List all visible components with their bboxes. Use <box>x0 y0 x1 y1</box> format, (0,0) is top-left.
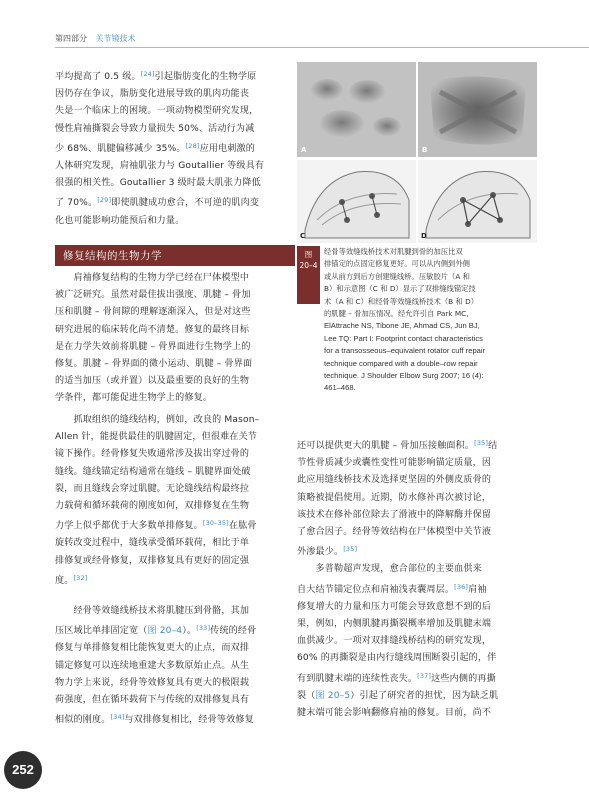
reference-marker: [30–35] <box>202 519 229 528</box>
text-run: 被广泛研究。虽然对最佳拔出强度、肌腱 – 骨加 <box>55 290 251 301</box>
text-line <box>55 103 264 120</box>
text-run: 是在力学失效前将肌腱 – 骨界面进行生物学上的 <box>55 341 251 352</box>
text-line <box>55 515 259 535</box>
caption-citation-run: ElAttrache NS, Tibone JE, Ahmad CS, Jun BJ, <box>324 321 480 331</box>
text-run: 自大结节锚定位点和肩袖浅表囊周层。 <box>297 584 455 595</box>
text-line <box>55 620 256 640</box>
text-run: 经骨等效缝线桥技术对肌腱到骨的加压比双 <box>324 247 463 256</box>
text-run: 因仍存在争议，脂肪变化进展导致的肌肉功能丧 <box>55 89 250 100</box>
text-run: ）引起了研究者的担忧，因为缺乏肌 <box>350 690 499 701</box>
text-line <box>55 390 252 407</box>
text-run: 即使肌腱成功愈合，不可逆的肌肉变 <box>111 198 260 209</box>
text-run: 压和肌腱 – 骨间隙的理解逐渐深入，但是对这些 <box>55 307 251 318</box>
text-line <box>55 553 259 570</box>
reference-marker: [33] <box>196 624 211 633</box>
text-run: 失是一个临床上的困境。一项动物模型研究发现， <box>55 106 259 117</box>
figure-reference: 图 20–4 <box>147 626 183 637</box>
panel-label-b: B <box>422 146 428 154</box>
text-line <box>324 283 524 295</box>
text-line <box>55 692 256 709</box>
text-line <box>324 345 524 357</box>
text-line <box>297 524 498 541</box>
reference-marker: [28] <box>185 141 200 150</box>
text-line <box>55 640 256 657</box>
text-line <box>297 490 498 507</box>
text-run: 荷强度，但在循环载荷下与传统的双排修复具有 <box>55 695 250 706</box>
schematic-d-suture-bridge-image <box>418 160 537 243</box>
text-line <box>55 175 264 192</box>
text-run: 抓取组织的缝线结构，例如，改良的 Mason– <box>55 415 260 425</box>
text-run: 修复。肌腱 – 骨界面的微小运动、肌腱 – 骨界面 <box>55 359 253 370</box>
caption-citation-run: 461–468. <box>324 383 356 393</box>
text-run: 研究进展的临床转化尚不清楚。修复的最终目标 <box>55 324 250 335</box>
text-run: 的适当加压（或并置）以及最重要的良好的生物 <box>55 376 250 387</box>
text-line <box>297 688 498 705</box>
text-run: 有到肌腱末端的连续性丧失。 <box>297 673 418 684</box>
text-line <box>55 535 259 552</box>
text-line <box>297 650 498 667</box>
text-run: 人体研究发现，肩袖肌张力与 Goutallier 等级具有 <box>55 161 265 172</box>
reference-marker: [36] <box>454 582 469 591</box>
text-line <box>324 296 524 308</box>
header-section: 第四部分 <box>55 34 87 43</box>
text-line <box>55 373 252 390</box>
text-line <box>55 709 256 729</box>
text-line <box>55 138 264 158</box>
text-run: 少 68%、肌腱偏移减少 35%。 <box>55 143 186 154</box>
text-line <box>55 158 264 175</box>
text-line <box>297 455 498 472</box>
text-run: 压区域比单排固定宽（ <box>55 626 148 637</box>
caption-citation-run: Lee TQ: Part I: Footprint contact characteristics <box>324 333 483 343</box>
text-run: B）和示意图（C 和 D）显示了双排缝线锚定技 <box>324 284 476 294</box>
text-line <box>55 498 259 515</box>
panel-label-c: C <box>300 232 306 240</box>
reference-marker: [37] <box>417 671 432 680</box>
text-line <box>297 705 498 722</box>
text-run: 多普勒超声发现，愈合部位的主要血供来 <box>297 564 482 575</box>
panel-label-d: D <box>421 232 427 240</box>
text-line <box>297 599 498 616</box>
text-run: 应用电刺激的 <box>199 143 256 154</box>
header-text <box>55 33 136 44</box>
text-run: 60% 的再撕裂是由内行缝线周围断裂引起的，伴 <box>297 653 497 664</box>
text-line <box>55 481 259 498</box>
paragraph-column-two <box>297 435 498 722</box>
text-line <box>55 446 259 463</box>
text-run: 与双排修复相比，经骨等效修复 <box>124 715 254 726</box>
text-run: 腱末端可能会影响翻修肩袖的修复。目前，尚不 <box>297 708 492 719</box>
pressure-film-b-image <box>418 62 537 157</box>
text-run: 经骨等效缝线桥技术将肌腱压到骨骼，其加 <box>55 606 250 616</box>
text-line <box>297 579 498 599</box>
text-run: 了愈合因子。经骨等效结构在尸体模型中关节液 <box>297 527 492 538</box>
text-run: 力学上似乎都优于大多数单排修复。 <box>55 521 203 532</box>
text-run: 物力学上来说，经骨等效修复具有更大的极限载 <box>55 677 250 688</box>
header-divider <box>55 47 589 48</box>
text-run: 这些内侧的再撕 <box>431 673 496 684</box>
text-line <box>55 213 264 230</box>
text-run: 裂（ <box>297 690 316 701</box>
text-line <box>324 308 524 320</box>
text-run: 结 <box>488 441 498 451</box>
text-line <box>55 270 252 287</box>
text-line <box>324 333 524 345</box>
text-run: 修复增大的力量和压力可能会导致意想不到的后 <box>297 601 492 612</box>
reference-marker: [24] <box>140 70 155 78</box>
text-line <box>55 66 264 86</box>
text-run: 还可以提供更大的肌腱 – 骨加压接触面积。 <box>297 441 475 451</box>
text-line <box>297 435 498 455</box>
text-line <box>324 258 524 270</box>
text-run: 锚定修复可以连续地重建大多数原始止点。从生 <box>55 660 250 671</box>
figure-panel-c-schematic <box>297 160 416 243</box>
text-run: 力载荷和循环载荷的刚度如何，双排修复在生物 <box>55 501 250 512</box>
text-line <box>55 603 256 620</box>
reference-marker: [35] <box>343 545 358 554</box>
text-line <box>297 541 498 561</box>
text-line <box>324 246 524 258</box>
text-line <box>55 339 252 356</box>
text-line <box>55 412 259 429</box>
figure-reference: 图 20–5 <box>315 690 351 701</box>
figure-caption <box>324 246 524 395</box>
text-line <box>55 304 252 321</box>
text-run: 修复与单排修复相比能恢复更大的止点，而双排 <box>55 643 250 654</box>
panel-label-a: A <box>301 146 307 154</box>
paragraph-transosseous-equivalent <box>55 603 256 729</box>
caption-citation-run: for a transosseous–equivalent rotator cuff repair <box>324 346 486 356</box>
text-line <box>324 382 524 394</box>
paragraph-biomechanics-intro <box>55 270 252 408</box>
text-line <box>55 570 259 590</box>
text-run: 相似的刚度。 <box>55 715 111 726</box>
text-line <box>297 633 498 650</box>
text-run: 术（A 和 C）和经骨等效缝线桥技术（B 和 D） <box>324 296 479 306</box>
schematic-c-double-row-image <box>297 160 416 243</box>
text-run: 肩袖 <box>468 584 487 595</box>
text-run: 引起脂肪变化的生物学原 <box>154 72 257 82</box>
text-run: 血供减少。一项对双排缝线桥结构的研究发现， <box>297 636 492 647</box>
text-run: 度。 <box>55 575 74 586</box>
section-heading-bar <box>55 245 295 266</box>
page-number: 252 <box>4 751 42 789</box>
text-line <box>55 356 252 373</box>
text-line <box>55 675 256 692</box>
pressure-film-a-image <box>297 62 416 157</box>
reference-marker: [32] <box>73 573 88 582</box>
text-run: 很强的相关性。Goutallier 3 级时最大肌张力降低 <box>55 178 261 189</box>
text-run: 或从前方到后方创建缝线桥。压敏胶片（A 和 <box>324 271 470 281</box>
text-line <box>297 668 498 688</box>
text-run: 该技术在修补部位除去了滑液中的降解酶并保留 <box>297 509 492 520</box>
text-run: 的肌腱 – 骨加压情况。经允许引自 Park MC, <box>324 309 469 319</box>
text-line <box>55 429 259 446</box>
text-run: 裂，而且缝线会穿过肌腱。无论缝线结构最终拉 <box>55 483 250 494</box>
text-run: 缝线。缝线锚定结构通常在缝线 – 肌腱界面处破 <box>55 466 251 477</box>
text-line <box>324 271 524 283</box>
running-header <box>0 0 589 48</box>
text-run: ）。 <box>182 626 197 637</box>
text-run: 外渗最少。 <box>297 547 344 558</box>
text-run: 旋转改变过程中，缝线承受循环载荷，相比于单 <box>55 538 250 549</box>
text-line <box>297 616 498 633</box>
text-run: 平均提高了 0.5 级。 <box>55 72 141 82</box>
figure-tag <box>297 246 320 304</box>
text-run: 在肱骨 <box>228 521 257 532</box>
text-line <box>55 121 264 138</box>
text-line <box>297 472 498 489</box>
text-line <box>55 464 259 481</box>
header-chapter: 关节镜技术 <box>95 34 136 43</box>
paragraph-suture-constructs <box>55 412 259 590</box>
figure-panel-a-pressure-film <box>297 62 416 157</box>
text-line <box>55 658 256 675</box>
text-line <box>55 86 264 103</box>
text-run: 传统的经骨 <box>210 626 257 637</box>
text-run: 了 70%。 <box>55 198 98 209</box>
figure-tag-word: 图 <box>304 250 313 259</box>
text-run: 此应用缝线桥技术及选择更坚固的外侧皮质骨的 <box>297 475 492 486</box>
text-line <box>297 507 498 524</box>
reference-marker: [29] <box>97 196 112 205</box>
text-run: 化也可能影响功能预后和力量。 <box>55 215 185 226</box>
text-run: 镜下操作。经骨修复失败通常涉及拔出穿过骨的 <box>55 449 250 460</box>
figure-panel-b-pressure-film <box>418 62 537 157</box>
section-heading: 修复结构的生物力学 <box>63 250 162 262</box>
text-run: 慢性肩袖撕裂会导致力量损失 50%、活动行为减 <box>55 123 255 134</box>
text-line <box>297 561 498 578</box>
text-run: 节性骨质减少或囊性变性可能影响锚定质量，因 <box>297 458 492 469</box>
text-run: 果，例如，内侧肌腱再撕裂概率增加及肌腱末端 <box>297 619 492 630</box>
text-line <box>324 320 524 332</box>
reference-marker: [34] <box>110 713 125 722</box>
figure-tag-number: 20–4 <box>299 261 318 270</box>
text-run: 排修复或经骨修复，双排修复具有更好的固定强 <box>55 555 250 566</box>
caption-citation-run: technique compared with a double–row repair <box>324 358 478 368</box>
reference-marker: [35] <box>474 439 489 447</box>
paragraph-fatty-degeneration <box>55 66 264 230</box>
text-run: Allen 针，能提供最佳的肌腱固定，但很难在关节 <box>55 432 258 443</box>
text-run: 策略被提倡使用。近期，防水修补再次被讨论， <box>297 492 492 503</box>
caption-citation-run: technique. J Shoulder Elbow Surg 2007; 16 (4): <box>324 371 484 381</box>
text-line <box>55 322 252 339</box>
text-line <box>324 370 524 382</box>
figure-panel-d-schematic <box>418 160 537 243</box>
text-run: 肩袖修复结构的生物力学已经在尸体模型中 <box>55 273 250 283</box>
text-line <box>55 192 264 212</box>
text-run: 学条件，都可能促进生物学上的修复。 <box>55 393 213 404</box>
text-line <box>55 287 252 304</box>
text-line <box>324 358 524 370</box>
text-run: 排锚定的点固定修复更好。可以从内侧到外侧 <box>324 259 470 269</box>
